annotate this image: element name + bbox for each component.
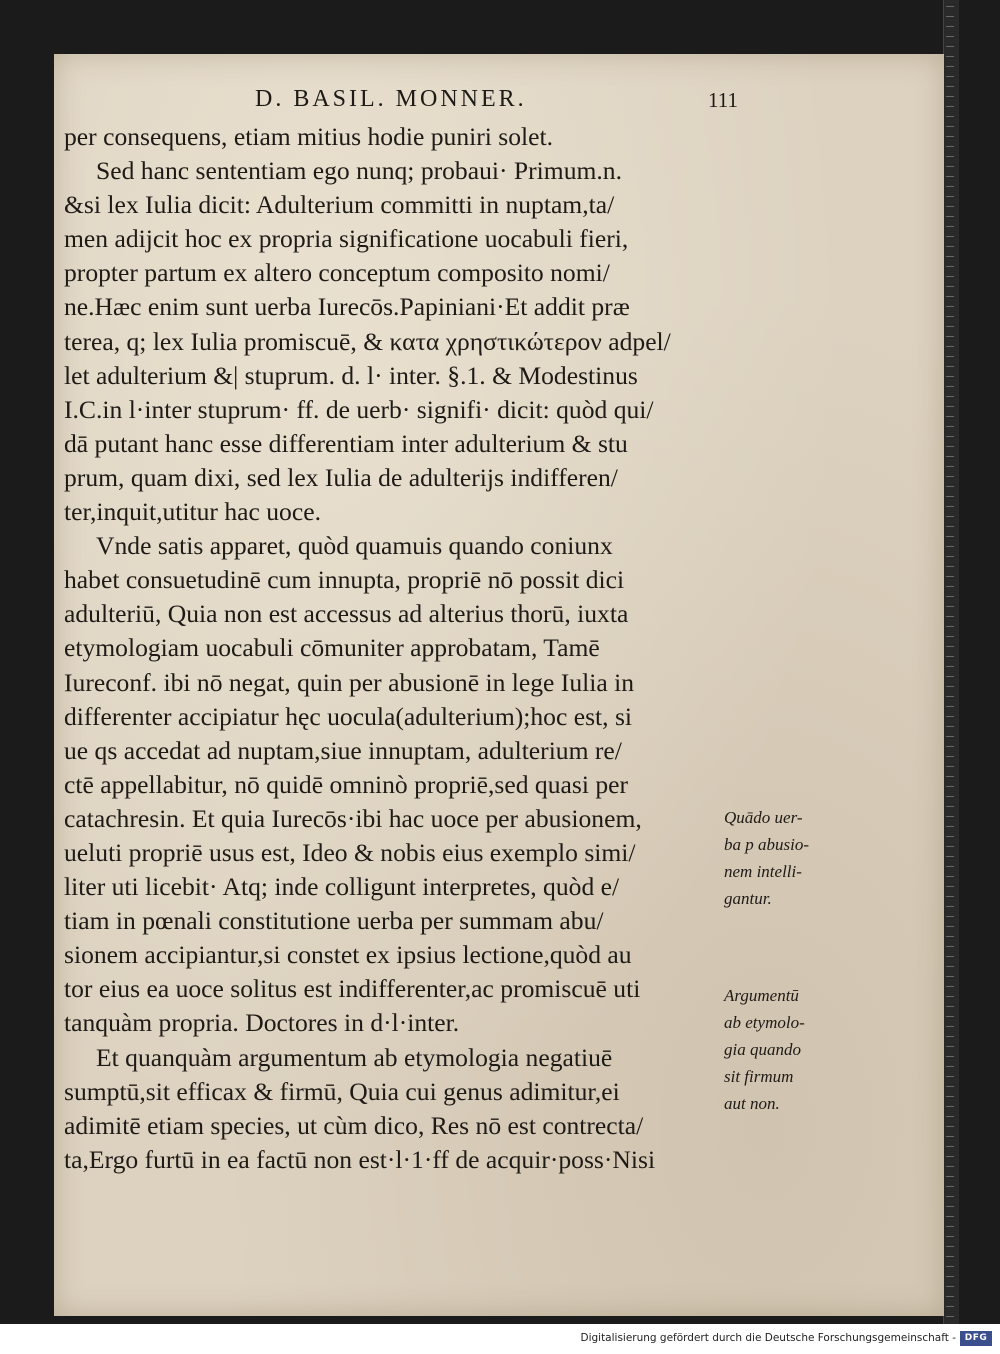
ruler-tick: [946, 1276, 954, 1277]
text-line: adimitē etiam species, ut cùm dico, Res nō est contrecta/: [64, 1110, 644, 1140]
ruler-tick: [946, 716, 954, 717]
ruler-tick: [946, 846, 954, 847]
ruler-tick: [946, 246, 954, 247]
ruler-tick: [946, 706, 954, 707]
margin-note: [724, 982, 824, 1117]
text-line: Et quanquàm argumentum ab etymologia negatiuē: [96, 1042, 613, 1072]
text-line: differenter accipiatur hęc uocula(adulterium);hoc est, si: [64, 701, 633, 731]
ruler-tick: [946, 676, 954, 677]
ruler-tick: [946, 556, 954, 557]
ruler-tick: [946, 936, 954, 937]
ruler-tick: [946, 1226, 954, 1227]
text-line: men adijcit hoc ex propria significatione uocabuli fieri,: [64, 224, 629, 254]
ruler-tick: [946, 1146, 954, 1147]
text-line: tor eius ea uoce solitus est indifferenter,ac promiscuē uti: [64, 974, 641, 1004]
text-line: terea, q; lex Iulia promiscuē, & κατα χρηστικώτερον adpel/: [64, 326, 671, 356]
ruler-tick: [946, 1266, 954, 1267]
ruler-tick: [946, 1256, 954, 1257]
ruler-tick: [946, 666, 954, 667]
ruler-tick: [946, 206, 954, 207]
text-line: tiam in pœnali constitutione uerba per summam abu/: [64, 906, 604, 936]
funding-credit: Digitalisierung gefördert durch die Deutsche Forschungsgemeinschaft -: [580, 1332, 956, 1344]
ruler-tick: [946, 626, 954, 627]
ruler-tick: [946, 1106, 954, 1107]
ruler-tick: [946, 6, 954, 7]
ruler-tick: [946, 506, 954, 507]
ruler-tick: [946, 1016, 954, 1017]
ruler-tick: [946, 606, 954, 607]
ruler-tick: [946, 156, 954, 157]
scan-ruler: [943, 0, 959, 1324]
ruler-tick: [946, 1216, 954, 1217]
ruler-tick: [946, 286, 954, 287]
ruler-tick: [946, 1116, 954, 1117]
ruler-tick: [946, 546, 954, 547]
text-line: ctē appellabitur, nō quidē omninò propriē,sed quasi per: [64, 769, 629, 799]
ruler-tick: [946, 406, 954, 407]
text-line: per consequens, etiam mitius hodie puniri solet.: [64, 122, 554, 151]
ruler-tick: [946, 806, 954, 807]
text-line: ue qs accedat ad nuptam,siue innuptam, adulterium re/: [64, 735, 622, 765]
ruler-tick: [946, 1176, 954, 1177]
ruler-tick: [946, 356, 954, 357]
text-line: sumptū,sit efficax & firmū, Quia cui genus adimitur,ei: [64, 1076, 620, 1106]
text-line: Ιureconf. ibi nō negat, quin per abusionē in lege Iulia in: [64, 667, 634, 697]
ruler-tick: [946, 1076, 954, 1077]
ruler-tick: [946, 316, 954, 317]
ruler-tick: [946, 986, 954, 987]
ruler-tick: [946, 866, 954, 867]
ruler-tick: [946, 186, 954, 187]
ruler-tick: [946, 436, 954, 437]
ruler-tick: [946, 1026, 954, 1027]
ruler-tick: [946, 1006, 954, 1007]
ruler-tick: [946, 796, 954, 797]
ruler-tick: [946, 576, 954, 577]
ruler-tick: [946, 106, 954, 107]
ruler-tick: [946, 1056, 954, 1057]
ruler-tick: [946, 1316, 954, 1317]
ruler-tick: [946, 146, 954, 147]
ruler-tick: [946, 486, 954, 487]
ruler-tick: [946, 516, 954, 517]
text-line: I.C.in l·inter stuprum· ff. de uerb· signifi· dicit: quòd qui/: [64, 394, 654, 424]
margin-note-line: aut non.: [724, 1094, 780, 1113]
ruler-tick: [946, 596, 954, 597]
text-line: dā putant hanc esse differentiam inter adulterium & stu: [64, 428, 628, 458]
ruler-tick: [946, 926, 954, 927]
ruler-tick: [946, 876, 954, 877]
ruler-tick: [946, 326, 954, 327]
ruler-tick: [946, 1136, 954, 1137]
margin-note-line: Argumentū: [724, 986, 799, 1005]
ruler-tick: [946, 776, 954, 777]
text-line: let adulterium &| stuprum. d. l· inter. §.1. & Modestinus: [64, 360, 638, 390]
ruler-tick: [946, 636, 954, 637]
text-line: liter uti licebit· Atq; inde colligunt interpretes, quòd e/: [64, 872, 620, 902]
ruler-tick: [946, 966, 954, 967]
margin-note-line: sit firmum: [724, 1067, 794, 1086]
page-number: 111: [708, 88, 738, 112]
text-line: etymologiam uocabuli cōmuniter approbatam, Tamē: [64, 633, 600, 663]
text-line: adulteriū, Quia non est accessus ad alterius thorū, iuxta: [64, 599, 629, 629]
ruler-tick: [946, 376, 954, 377]
ruler-tick: [946, 1186, 954, 1187]
ruler-tick: [946, 66, 954, 67]
ruler-tick: [946, 46, 954, 47]
text-line: propter partum ex altero conceptum composito nomi/: [64, 258, 610, 288]
ruler-tick: [946, 996, 954, 997]
ruler-tick: [946, 686, 954, 687]
ruler-tick: [946, 366, 954, 367]
ruler-tick: [946, 196, 954, 197]
text-line: ne.Hæc enim sunt uerba Iurecōs.Papiniani·Et addit præ: [64, 292, 630, 322]
ruler-tick: [946, 1246, 954, 1247]
margin-note-line: ab etymolo-: [724, 1013, 805, 1032]
ruler-tick: [946, 276, 954, 277]
text-line: tanquàm propria. Doctores in d·l·inter.: [64, 1008, 460, 1038]
ruler-tick: [946, 916, 954, 917]
ruler-tick: [946, 646, 954, 647]
ruler-tick: [946, 1306, 954, 1307]
ruler-tick: [946, 786, 954, 787]
ruler-tick: [946, 1036, 954, 1037]
ruler-tick: [946, 266, 954, 267]
ruler-tick: [946, 1166, 954, 1167]
text-line: prum, quam dixi, sed lex Iulia de adulterijs indifferen/: [64, 462, 618, 492]
ruler-tick: [946, 526, 954, 527]
ruler-tick: [946, 886, 954, 887]
text-line: catachresin. Et quia Iurecōs·ibi hac uoce per abusionem,: [64, 803, 642, 833]
footer-bar: [0, 1324, 1000, 1354]
ruler-tick: [946, 456, 954, 457]
ruler-tick: [946, 1196, 954, 1197]
ruler-tick: [946, 1086, 954, 1087]
margin-note-line: gia quando: [724, 1040, 801, 1059]
ruler-tick: [946, 126, 954, 127]
ruler-tick: [946, 766, 954, 767]
ruler-tick: [946, 1156, 954, 1157]
ruler-tick: [946, 166, 954, 167]
ruler-tick: [946, 1126, 954, 1127]
ruler-tick: [946, 586, 954, 587]
ruler-tick: [946, 1236, 954, 1237]
ruler-tick: [946, 656, 954, 657]
ruler-tick: [946, 1296, 954, 1297]
ruler-tick: [946, 386, 954, 387]
ruler-tick: [946, 306, 954, 307]
margin-note-line: ba p abusio-: [724, 835, 809, 854]
ruler-tick: [946, 26, 954, 27]
ruler-tick: [946, 1046, 954, 1047]
ruler-tick: [946, 446, 954, 447]
text-line: Sed hanc sententiam ego nunq; probaui· Primum.n.: [96, 156, 622, 186]
ruler-tick: [946, 296, 954, 297]
margin-note-line: gantur.: [724, 889, 772, 908]
ruler-tick: [946, 116, 954, 117]
running-head: D. BASIL. MONNER.: [255, 86, 527, 112]
ruler-tick: [946, 566, 954, 567]
ruler-tick: [946, 736, 954, 737]
ruler-tick: [946, 476, 954, 477]
ruler-tick: [946, 946, 954, 947]
ruler-tick: [946, 256, 954, 257]
margin-note-line: Quādo uer-: [724, 808, 803, 827]
text-line: &si lex Iulia dicit: Adulterium committi in nuptam,ta/: [64, 190, 615, 220]
ruler-tick: [946, 176, 954, 177]
ruler-tick: [946, 726, 954, 727]
ruler-tick: [946, 496, 954, 497]
ruler-tick: [946, 16, 954, 17]
ruler-tick: [946, 86, 954, 87]
ruler-tick: [946, 1206, 954, 1207]
ruler-tick: [946, 396, 954, 397]
ruler-tick: [946, 76, 954, 77]
ruler-tick: [946, 416, 954, 417]
ruler-tick: [946, 1096, 954, 1097]
ruler-tick: [946, 336, 954, 337]
ruler-tick: [946, 696, 954, 697]
ruler-tick: [946, 466, 954, 467]
margin-note: [724, 804, 824, 912]
ruler-tick: [946, 136, 954, 137]
ruler-tick: [946, 906, 954, 907]
ruler-tick: [946, 856, 954, 857]
ruler-tick: [946, 536, 954, 537]
ruler-tick: [946, 756, 954, 757]
ruler-tick: [946, 56, 954, 57]
ruler-tick: [946, 216, 954, 217]
text-line: Vnde satis apparet, quòd quamuis quando coniunx: [96, 531, 613, 561]
ruler-tick: [946, 826, 954, 827]
ruler-tick: [946, 226, 954, 227]
ruler-tick: [946, 236, 954, 237]
ruler-tick: [946, 36, 954, 37]
margin-note-line: nem intelli-: [724, 862, 802, 881]
text-line: habet consuetudinē cum innupta, propriē nō possit dici: [64, 565, 625, 595]
ruler-tick: [946, 1066, 954, 1067]
ruler-tick: [946, 746, 954, 747]
dfg-logo: DFG: [960, 1331, 992, 1346]
body-text: [64, 120, 744, 1177]
ruler-tick: [946, 1286, 954, 1287]
text-line: ta,Ergo furtū in ea factū non est·l·1·ff de acquir·poss·Nisi: [64, 1144, 656, 1174]
ruler-tick: [946, 96, 954, 97]
ruler-tick: [946, 836, 954, 837]
ruler-tick: [946, 896, 954, 897]
text-line: ter,inquit,utitur hac uoce.: [64, 497, 321, 527]
ruler-tick: [946, 426, 954, 427]
text-line: ueluti propriē usus est, Ideo & nobis eius exemplo simi/: [64, 837, 636, 867]
ruler-tick: [946, 956, 954, 957]
ruler-tick: [946, 346, 954, 347]
text-line: sionem accipiantur,si constet ex ipsius lectione,quòd au: [64, 940, 632, 970]
ruler-tick: [946, 616, 954, 617]
ruler-tick: [946, 976, 954, 977]
ruler-tick: [946, 816, 954, 817]
